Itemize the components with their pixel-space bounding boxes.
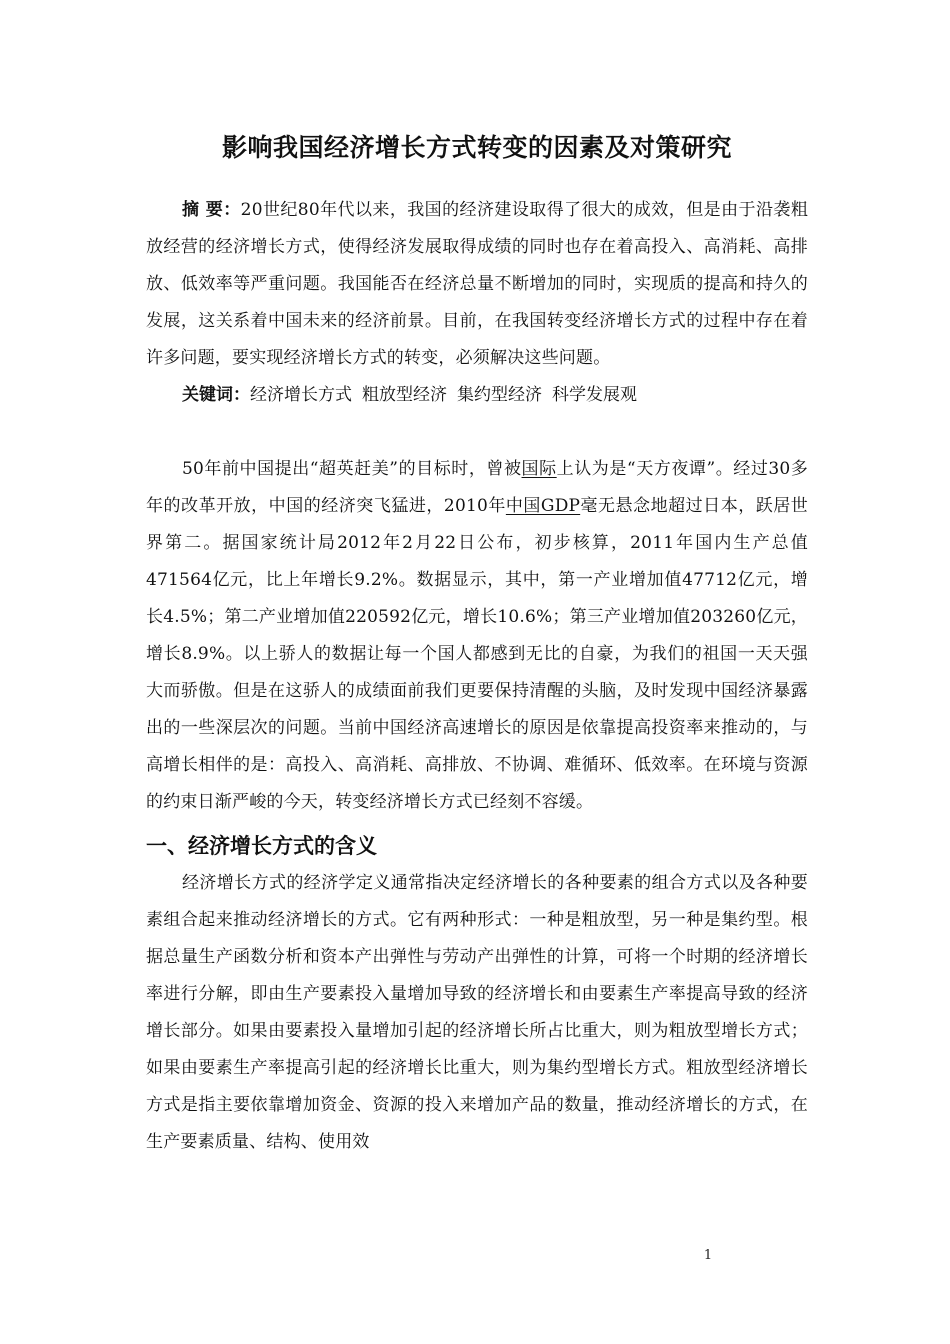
document-title: 影响我国经济增长方式转变的因素及对策研究: [221, 133, 732, 162]
abstract-label: 摘 要：: [182, 200, 241, 220]
intro-paragraph: [146, 451, 808, 821]
intro-text-3: 毫无悬念地超过日本，跃居世界第二。据国家统计局2012年2月22日公布，初步核算，2011年国内生产总值471564亿元，比上年增长9.2%。数据显示，其中，第一产业增加值47712亿元，增长4.5%；第二产业增加值220592亿元，增长10.6%；第三产业增加值203260亿元，增长8.9%。以上骄人的数据让每一个国人都感到无比的自豪，为我们的祖国一天天强大而骄傲。但是在这骄人的成绩面前我们更要保持清醒的头脑，及时发现中国经济暴露出的一些深层次的问题。当前中国经济高速增长的原因是依靠提高投资率来推动的，与高增长相伴的是：高投入、高消耗、高排放、不协调、难循环、低效率。在环境与资源的约束日渐严峻的今天，转变经济增长方式已经刻不容缓。: [146, 496, 809, 812]
abstract-paragraph: [146, 192, 808, 377]
section-heading: 一、经济增长方式的含义: [146, 834, 377, 858]
keyword-item: 集约型经济: [457, 385, 542, 405]
page-number: 1: [703, 1248, 713, 1263]
keyword-item: 经济增长方式: [250, 385, 352, 405]
keyword-item: 粗放型经济: [362, 385, 447, 405]
international-link[interactable]: 国际: [521, 459, 557, 479]
intro-text-2: 上认为是“天方夜谭”。经过30多年的改革开放，中国的经济突飞猛进，2010年: [146, 459, 809, 516]
keyword-item: 科学发展观: [552, 385, 637, 405]
abstract-text: 20世纪80年代以来，我国的经济建设取得了很大的成效，但是由于沿袭粗放经营的经济增长方式，使得经济发展取得成绩的同时也存在着高投入、高消耗、高排放、低效率等严重问题。我国能否在经济总量不断增加的同时，实现质的提高和持久的发展，这关系着中国未来的经济前景。目前，在我国转变经济增长方式的过程中存在着许多问题，要实现经济增长方式的转变，必须解决这些问题。: [146, 200, 809, 368]
keywords-line: [146, 377, 808, 414]
china-gdp-link[interactable]: 中国GDP: [505, 496, 581, 516]
section-paragraph: 经济增长方式的经济学定义通常指决定经济增长的各种要素的组合方式以及各种要素组合起来推动经济增长的方式。它有两种形式：一种是粗放型，另一种是集约型。根据总量生产函数分析和资本产出弹性与劳动产出弹性的计算，可将一个时期的经济增长率进行分解，即由生产要素投入量增加导致的经济增长和由要素生产率提高导致的经济增长部分。如果由要素投入量增加引起的经济增长所占比重大，则为粗放型增长方式；如果由要素生产率提高引起的经济增长比重大，则为集约型增长方式。粗放型经济增长方式是指主要依靠增加资金、资源的投入来增加产品的数量，推动经济增长的方式，在生产要素质量、结构、使用效: [146, 873, 808, 1152]
document-body: [146, 128, 808, 1161]
keywords-label: 关键词：: [182, 385, 250, 405]
intro-text-1: 50年前中国提出“超英赶美”的目标时，曾被: [182, 459, 522, 479]
